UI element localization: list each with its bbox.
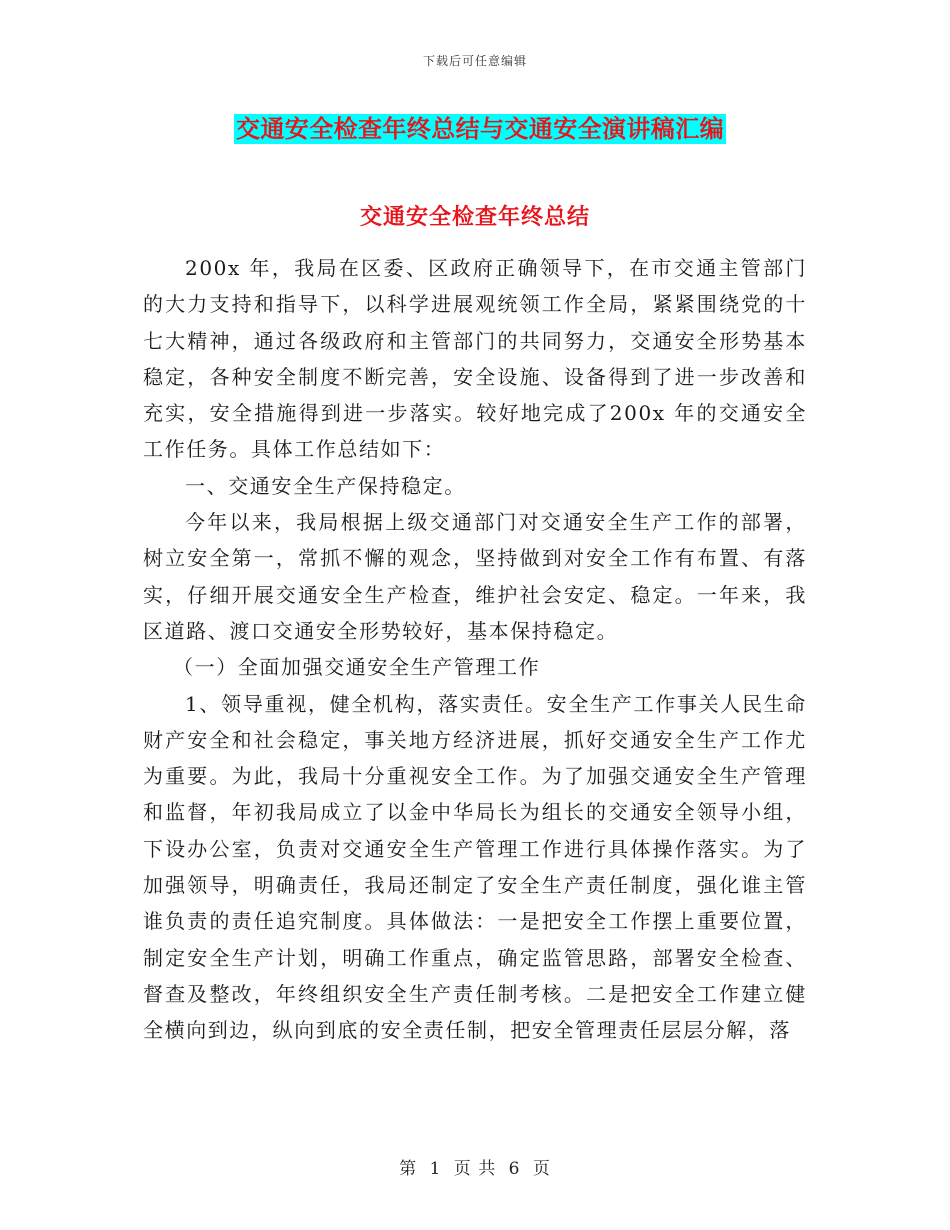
paragraph-stability: 今年以来，我局根据上级交通部门对交通安全生产工作的部署，树立安全第一，常抓不懈的观念，坚持做到对安全工作有布置、有落实，仔细开展交通安全生产检查，维护社会安定、稳定。一年来，我区道路、渡口交通安全形势较好，基本保持稳定。 <box>143 510 807 643</box>
footer-prefix: 第 <box>399 1159 418 1179</box>
header-note: 下载后可任意编辑 <box>422 54 527 68</box>
paragraph-leadership: 1、领导重视，健全机构，落实责任。安全生产工作事关人民生命财产安全和社会稳定，事关地方经济进展，抓好交通安全生产工作尤为重要。为此，我局十分重视安全工作。为了加强交通安全生产管理和监督，年初我局成立了以金中华局长为组长的交通安全领导小组，下设办公室，负责对交通安全生产管理工作进行具体操作落实。为了加强领导，明确责任，我局还制定了安全生产责任制度，强化谁主管谁负责的责任追究制度。具体做法：一是把安全工作摆上重要位置，制定安全生产计划，明确工作重点，确定监管思路，部署安全检查、督查及整改，年终组织安全生产责任制考核。二是把安全工作建立健全横向到边，纵向到底的安全责任制，把安全管理责任层层分解，落 <box>143 691 807 1043</box>
section-title: 交通安全检查年终总结 <box>359 204 590 230</box>
current-page-number: 1 <box>429 1159 442 1179</box>
heading-level-2: （一）全面加强交通安全生产管理工作 <box>173 655 541 680</box>
heading-level-1: 一、交通安全生产保持稳定。 <box>185 473 466 498</box>
document-body <box>143 250 807 1049</box>
document-title: 交通安全检查年终总结与交通安全演讲稿汇编 <box>236 114 724 143</box>
total-page-count: 6 <box>508 1159 521 1179</box>
footer-suffix: 页 <box>532 1159 551 1179</box>
page-footer <box>0 1154 950 1179</box>
footer-mid: 页 共 <box>453 1159 497 1179</box>
paragraph-intro: 200x 年，我局在区委、区政府正确领导下，在市交通主管部门的大力支持和指导下，以科学进展观统领工作全局，紧紧围绕党的十七大精神，通过各级政府和主管部门的共同努力，交通安全形势基本稳定，各种安全制度不断完善，安全设施、设备得到了进一步改善和充实，安全措施得到进一步落实。较好地完成了200x 年的交通安全工作任务。具体工作总结如下： <box>143 256 807 462</box>
